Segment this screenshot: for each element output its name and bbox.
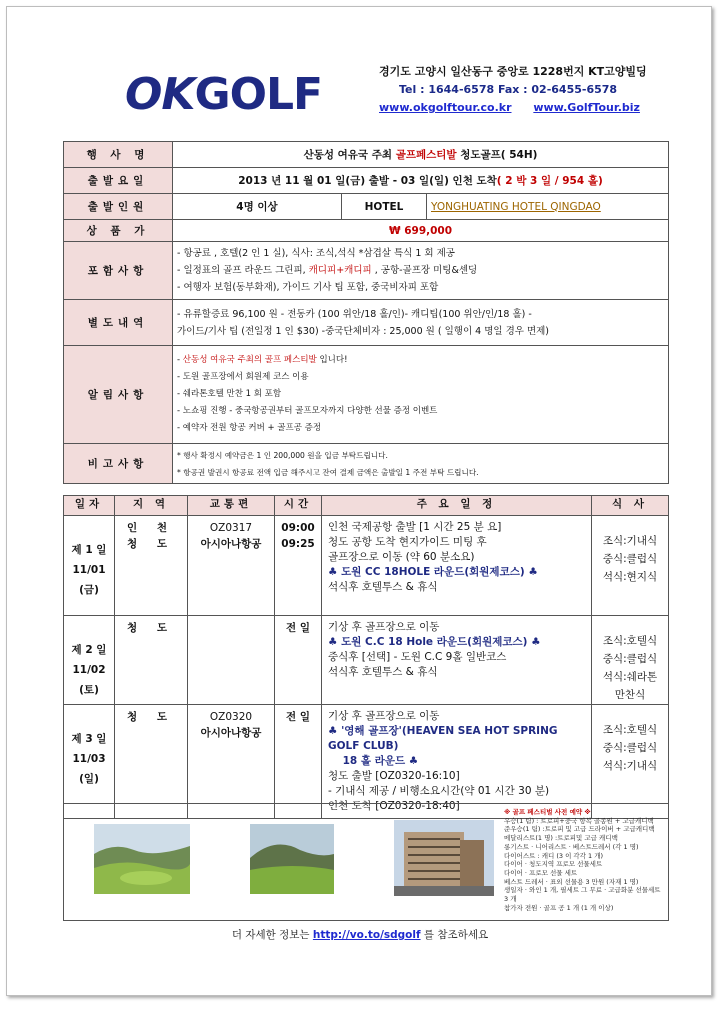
hotel-label: HOTEL	[342, 194, 427, 220]
time-cell: 전 일	[275, 616, 322, 705]
event-value: 산동성 여유국 주최 골프페스티발 청도골프( 54H)	[173, 142, 669, 168]
schedule-table	[63, 495, 669, 819]
schedule-row-day1	[64, 516, 669, 616]
remarks-item: * 행사 확정시 예약금은 1 인 200,000 원을 입금 부탁드립니다.	[177, 450, 388, 460]
extra-label: 별도내역	[64, 300, 173, 346]
col-header-meals: 식 사	[592, 496, 669, 516]
itinerary-cell: 인천 국제공항 출발 [1 시간 25 분 요] 청도 공항 도착 현지가이드 미팅 후 골프장으로 이동 (약 60 분소요) ♣ 도원 CC 18HOLE 라운드(회원제코스) ♣ 석식후 호텔투스 & 휴식	[322, 516, 592, 616]
meals-cell: 조식:기내식 중식:클럽식 석식:현지식	[592, 516, 669, 616]
meals-cell: 조식:호텔식 중식:클럽식 석식:쉐라톤 만찬식	[592, 616, 669, 705]
schedule-header-row	[64, 496, 669, 516]
info-row-remarks	[64, 444, 669, 484]
include-label: 포함사항	[64, 242, 173, 300]
footer-link[interactable]: http://vo.to/sdgolf	[312, 929, 421, 941]
include-item: - 항공료 , 호텔(2 인 1 실), 식사: 조식,석식 *삼겹살 특식 1 회 제공	[177, 248, 455, 259]
okgolf-logo: OKGOLF	[125, 69, 323, 120]
day-cell: 제 2 일 11/02 (토)	[64, 616, 115, 705]
company-urls	[379, 99, 658, 117]
notice-item: - 산동성 여유국 주최의 골프 페스티발 입니다!	[177, 355, 348, 365]
notice-value	[173, 346, 669, 444]
region-cell: 청 도	[115, 616, 188, 705]
extra-item: - 유류할증료 96,100 원 - 전동카 (100 위안/18 홀/인)- 캐디팁(100 위안/인/18 홀) -	[177, 308, 532, 320]
festival-prize-notes: ※ 골프 페스티벌 사전 예약 ※ 우승(1 팀) : 트로피+중국 항복 골종원 + 고급캐디백 준우승(1 팀) :트로피 및 고급 드라이버 + 고급캐디백 메달리스트(1 명) :트로피및 고급 캐디백 롱기스트 · 니어리스트 · 베스트드레서 (각 1 명) 다이어스트 : 캐디 (3 이 각각 1 개) 다이어 · 청도지역 프로모 선물세트 다이어 · 프로모 선물 세트 베스트 드레서 · 표외 선물용 3 만원 (자재 1 명) 생일자 · 와인 1 개, 필세트 그 무료 · 고급화분 선물세트 3 개 참가자 전원 · 골프 공 1 개 (1 개 이상)	[504, 808, 661, 912]
hotel-photo	[394, 820, 494, 896]
notice-label: 알림사항	[64, 346, 173, 444]
people-label: 출발인원	[64, 194, 173, 220]
notice-item: - 노쇼핑 진행 - 중국항공권부터 골프모자까지 다양한 선물 증정 이벤트	[177, 406, 438, 416]
remarks-item: * 항공권 발권시 항공료 전액 입금 해주시고 잔여 결제 금액은 출발일 1 주전 부탁 드립니다.	[177, 467, 479, 477]
include-item: - 여행자 보험(동부화재), 가이드 기사 팁 포함, 중국비자피 포함	[177, 282, 439, 293]
footer-info: 더 자세한 정보는 http://vo.to/sdgolf 를 참조하세요	[231, 929, 489, 941]
info-row-event	[64, 142, 669, 168]
day-cell: 제 1 일 11/01 (금)	[64, 516, 115, 616]
schedule-row-day2	[64, 616, 669, 705]
schedule-row-day3	[64, 705, 669, 819]
company-address: 경기도 고양시 일산동구 중앙로 1228번지 KT고양빌딩	[379, 65, 647, 78]
price-label: 상 품 가	[64, 220, 173, 242]
col-header-date: 일자	[64, 496, 115, 516]
hotel-value: YONGHUATING HOTEL QINGDAO	[427, 194, 669, 220]
col-header-time: 시간	[275, 496, 322, 516]
extra-item: 가이드/기사 팁 (전일정 1 인 $30) -중국단체비자 : 25,000 원 ( 일행이 4 명일 경우 면제)	[177, 325, 550, 337]
event-label: 행 사 명	[64, 142, 173, 168]
company-phone: Tel : 1644-6578 Fax : 02-6455-6578	[399, 83, 618, 96]
day-cell: 제 3 일 11/03 (일)	[64, 705, 115, 819]
meals-cell: 조식:호텔식 중식:클럽식 석식:기내식	[592, 705, 669, 819]
region-cell: 청 도	[115, 705, 188, 819]
time-cell: 09:00 09:25	[275, 516, 322, 616]
flyer-header	[7, 7, 713, 127]
golf-round: ♣ 도원 CC 18HOLE 라운드(회원제코스) ♣	[328, 566, 538, 578]
info-row-include	[64, 242, 669, 300]
notice-item: - 예약자 전원 항공 커버 + 골프공 증정	[177, 423, 322, 433]
include-value	[173, 242, 669, 300]
golf-course-photo	[94, 824, 190, 894]
transport-cell: OZ0317 아시아나항공	[188, 516, 275, 616]
info-row-depart	[64, 168, 669, 194]
photo-strip	[63, 803, 669, 921]
url-link-golftour[interactable]: www.GolfTour.biz	[533, 101, 640, 114]
depart-label: 출발요일	[64, 168, 173, 194]
col-header-itinerary: 주 요 일 정	[322, 496, 592, 516]
info-row-extra	[64, 300, 669, 346]
col-header-transport: 교통편	[188, 496, 275, 516]
price-value: ₩ 699,000	[173, 220, 669, 242]
itinerary-cell: 기상 후 골프장으로 이동 ♣ 도원 C.C 18 Hole 라운드(회원제코스) ♣ 중식후 [선택] - 도원 C.C 9홀 일반코스 석식후 호텔투스 & 휴식	[322, 616, 592, 705]
url-link-okgolftour[interactable]: www.okgolftour.co.kr	[379, 101, 512, 114]
golf-round-holes: 18 홀 라운드 ♣	[328, 755, 419, 767]
remarks-value	[173, 444, 669, 484]
golf-round: ♣ 도원 C.C 18 Hole 라운드(회원제코스) ♣	[328, 636, 541, 648]
company-contact	[379, 63, 658, 117]
extra-value	[173, 300, 669, 346]
golf-green-photo	[250, 824, 334, 894]
depart-value: 2013 년 11 월 01 일(금) 출발 - 03 일(일) 인천 도착( 2 박 3 일 / 954 홀)	[173, 168, 669, 194]
include-item: - 일정표의 골프 라운드 그린피, 캐디피+캐디피 , 공항-골프장 미팅&센딩	[177, 265, 478, 276]
time-cell: 전 일	[275, 705, 322, 819]
itinerary-cell: 기상 후 골프장으로 이동 ♣ '영해 골프장'(HEAVEN SEA HOT SPRING GOLF CLUB) 18 홀 라운드 ♣ 청도 출발 [OZ0320-16:10] - 기내식 제공 / 비행소요시간(약 01 시간 30 분) 인천 도착 [OZ0320-18:40]	[322, 705, 592, 819]
transport-cell: OZ0320 아시아나항공	[188, 705, 275, 819]
golf-round: ♣ '영해 골프장'(HEAVEN SEA HOT SPRING GOLF CLUB)	[328, 725, 558, 752]
notice-item: - 도원 골프장에서 회원제 코스 이용	[177, 372, 309, 382]
notice-item: - 쉐라톤호텔 만찬 1 회 포함	[177, 389, 282, 399]
info-row-people	[64, 194, 669, 220]
info-row-notice	[64, 346, 669, 444]
transport-cell	[188, 616, 275, 705]
col-header-region: 지 역	[115, 496, 188, 516]
remarks-label: 비고사항	[64, 444, 173, 484]
people-value: 4명 이상	[173, 194, 342, 220]
region-cell: 인 천 청 도	[115, 516, 188, 616]
info-row-price	[64, 220, 669, 242]
tour-info-table	[63, 141, 669, 484]
tour-flyer	[6, 6, 712, 996]
